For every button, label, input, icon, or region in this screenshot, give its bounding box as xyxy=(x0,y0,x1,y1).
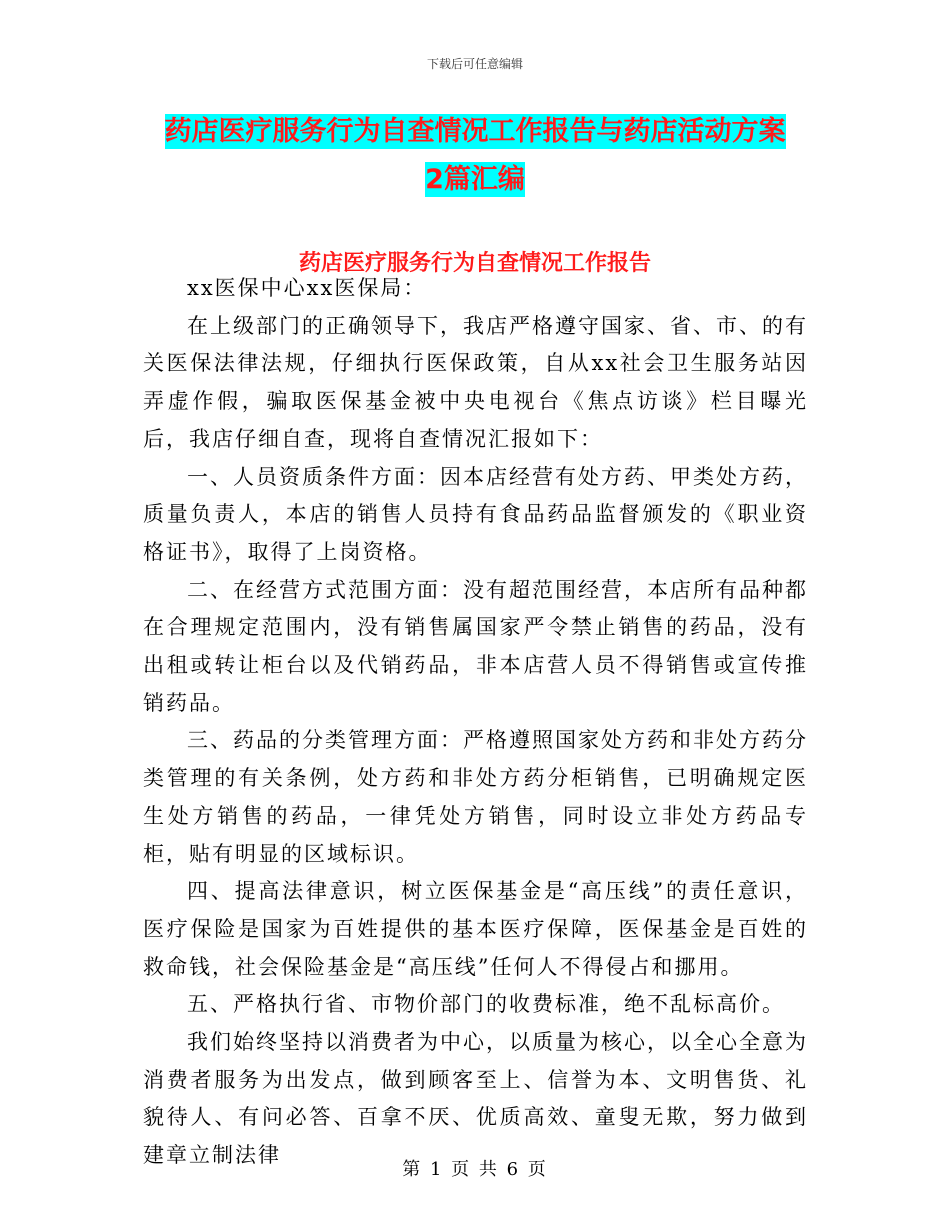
paragraph-item-1: 一、人员资质条件方面：因本店经营有处方药、甲类处方药，质量负责人，本店的销售人员持有食品药品监督颁发的《职业资格证书》，取得了上岗资格。 xyxy=(143,464,808,564)
document-title-line2: 2篇汇编 xyxy=(425,164,525,195)
paragraph-item-4: 四、提高法律意识，树立医保基金是“高压线”的责任意识，医疗保险是国家为百姓提供的基本医疗保障，医保基金是百姓的救命钱，社会保险基金是“高压线”任何人不得侵占和挪用。 xyxy=(143,879,808,979)
paragraph-item-5: 五、严格执行省、市物价部门的收费标准，绝不乱标高价。 xyxy=(187,992,785,1017)
salutation: xx医保中心xx医保局： xyxy=(187,276,427,300)
paragraph-item-3: 三、药品的分类管理方面：严格遵照国家处方药和非处方药分类管理的有关条例，处方药和非处方药分柜销售，已明确规定医生处方销售的药品，一律凭处方销售，同时设立非处方药品专柜，贴有明显的区域标识。 xyxy=(143,728,808,866)
document-title-line1: 药店医疗服务行为自查情况工作报告与药店活动方案 xyxy=(164,116,786,147)
page-number-footer: 第 1 页 共 6 页 xyxy=(402,1159,548,1180)
paragraph-item-2: 二、在经营方式范围方面：没有超范围经营，本店所有品种都在合理规定范围内，没有销售属国家严令禁止销售的药品，没有出租或转让柜台以及代销药品，非本店营人员不得销售或宣传推销药品。 xyxy=(143,577,808,715)
paragraph-intro: 在上级部门的正确领导下，我店严格遵守国家、省、市、的有关医保法律法规，仔细执行医保政策，自从xx社会卫生服务站因弄虚作假，骗取医保基金被中央电视台《焦点访谈》栏目曝光后，我店仔细自查，现将自查情况汇报如下： xyxy=(143,313,808,451)
paragraph-closing: 我们始终坚持以消费者为中心，以质量为核心，以全心全意为消费者服务为出发点，做到顾客至上、信誉为本、文明售货、礼貌待人、有问必答、百拿不厌、优质高效、童叟无欺，努力做到建章立制法律 xyxy=(143,1030,808,1168)
section-title: 药店医疗服务行为自查情况工作报告 xyxy=(298,251,651,276)
page-header-note: 下载后可任意编辑 xyxy=(426,57,523,71)
document-title xyxy=(140,108,810,204)
document-body xyxy=(143,270,808,1175)
